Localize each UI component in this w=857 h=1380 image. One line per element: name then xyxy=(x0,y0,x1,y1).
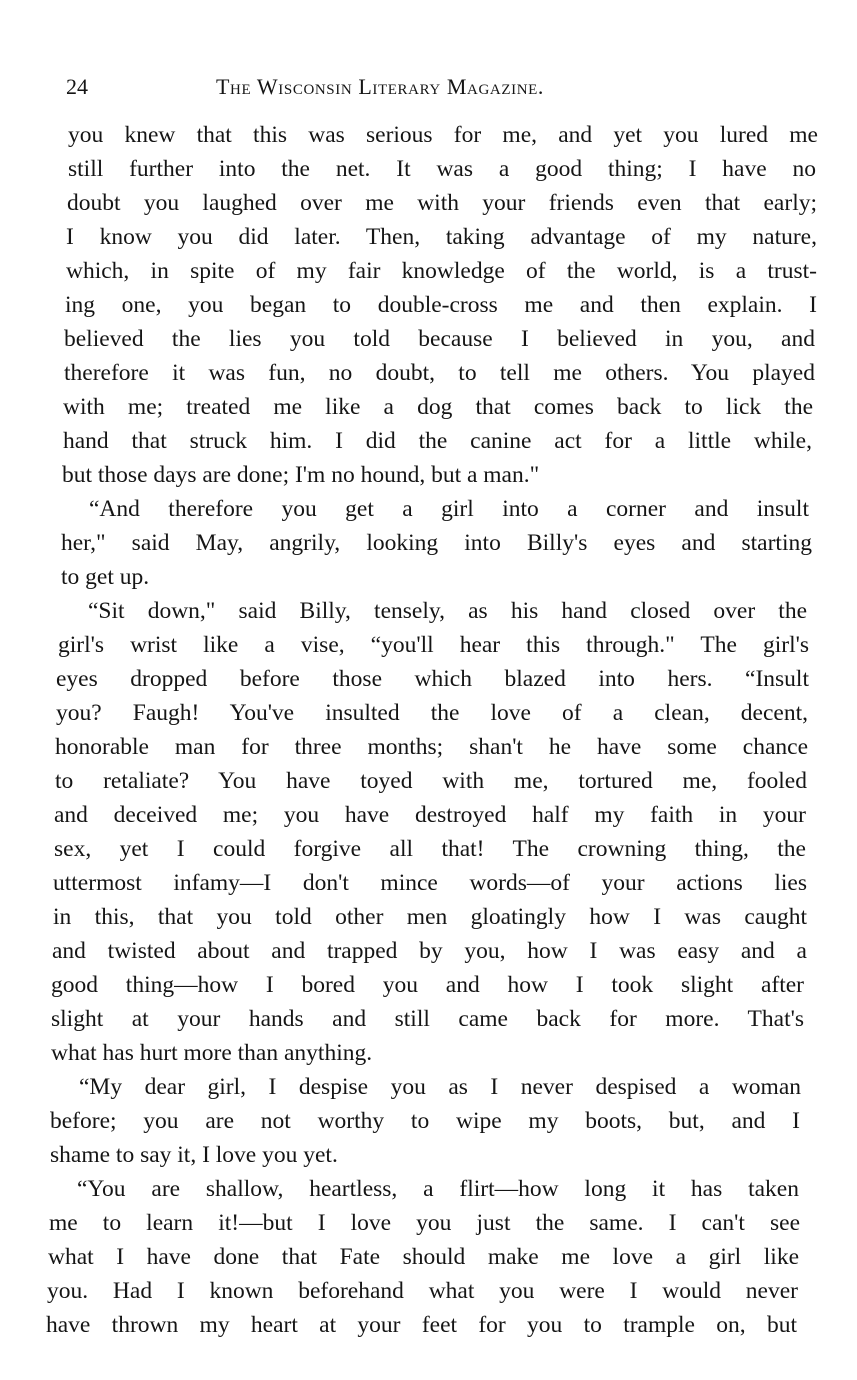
text-line: with me; treated me like a dog that comes back to lick the xyxy=(63,394,813,420)
text-line: to get up. xyxy=(61,564,150,590)
text-line: what has hurt more than anything. xyxy=(51,1040,373,1066)
text-line: which, in spite of my fair knowledge of the world, is a trust- xyxy=(66,258,817,284)
text-line: girl's wrist like a vise, “you'll hear this through." The girl's xyxy=(58,632,809,658)
running-header xyxy=(66,70,796,104)
text-line: honorable man for three months; shan't he have some chance xyxy=(55,734,808,760)
text-line: “And therefore you get a girl into a corner and insult xyxy=(89,496,809,522)
text-line: sex, yet I could forgive all that! The crowning thing, the xyxy=(54,836,806,862)
text-line: slight at your hands and still came back for more. That's xyxy=(51,1006,804,1032)
text-line: “Sit down," said Billy, tensely, as his hand closed over the xyxy=(88,598,807,624)
text-line: me to learn it!—but I love you just the same. I can't see xyxy=(49,1210,800,1236)
text-line: have thrown my heart at your feet for you to trample on, but xyxy=(46,1312,797,1338)
text-line: you? Faugh! You've insulted the love of a clean, decent, xyxy=(56,700,808,726)
text-line: shame to say it, I love you yet. xyxy=(50,1142,338,1168)
text-line: “My dear girl, I despise you as I never despised a woman xyxy=(79,1074,801,1100)
text-line: but those days are done; I'm no hound, but a man." xyxy=(62,462,540,488)
journal-title: The Wisconsin Literary Magazine. xyxy=(216,74,544,99)
text-line: “You are shallow, heartless, a flirt—how long it has taken xyxy=(77,1176,799,1202)
text-line: still further into the net. It was a good thing; I have no xyxy=(68,156,816,182)
text-line: uttermost infamy—I don't mince words—of your actions lies xyxy=(53,870,807,896)
text-line: you. Had I known beforehand what you were I would never xyxy=(47,1278,798,1304)
text-line: what I have done that Fate should make me love a girl like xyxy=(48,1244,799,1270)
page-number: 24 xyxy=(66,74,88,99)
text-line: believed the lies you told because I believed in you, and xyxy=(64,326,815,352)
text-line: therefore it was fun, no doubt, to tell me others. You played xyxy=(64,360,815,386)
text-line: and deceived me; you have destroyed half my faith in your xyxy=(54,802,806,828)
text-line: hand that struck him. I did the canine act for a little while, xyxy=(63,428,812,454)
text-line: her," said May, angrily, looking into Billy's eyes and starting xyxy=(61,530,812,556)
text-line: and twisted about and trapped by you, how I was easy and a xyxy=(52,938,807,964)
text-line: good thing—how I bored you and how I took slight after xyxy=(51,972,804,998)
text-line: you knew that this was serious for me, and yet you lured me xyxy=(68,122,818,148)
text-line: eyes dropped before those which blazed into hers. “Insult xyxy=(56,666,809,692)
text-line: before; you are not worthy to wipe my boots, but, and I xyxy=(50,1108,800,1134)
text-line: in this, that you told other men gloatingly how I was caught xyxy=(53,904,807,930)
text-line: ing one, you began to double-cross me and then explain. I xyxy=(65,292,817,318)
text-line: to retaliate? You have toyed with me, tortured me, fooled xyxy=(55,768,807,794)
text-line: doubt you laughed over me with your friends even that early; xyxy=(67,190,817,216)
text-line: I know you did later. Then, taking advantage of my nature, xyxy=(66,224,817,250)
